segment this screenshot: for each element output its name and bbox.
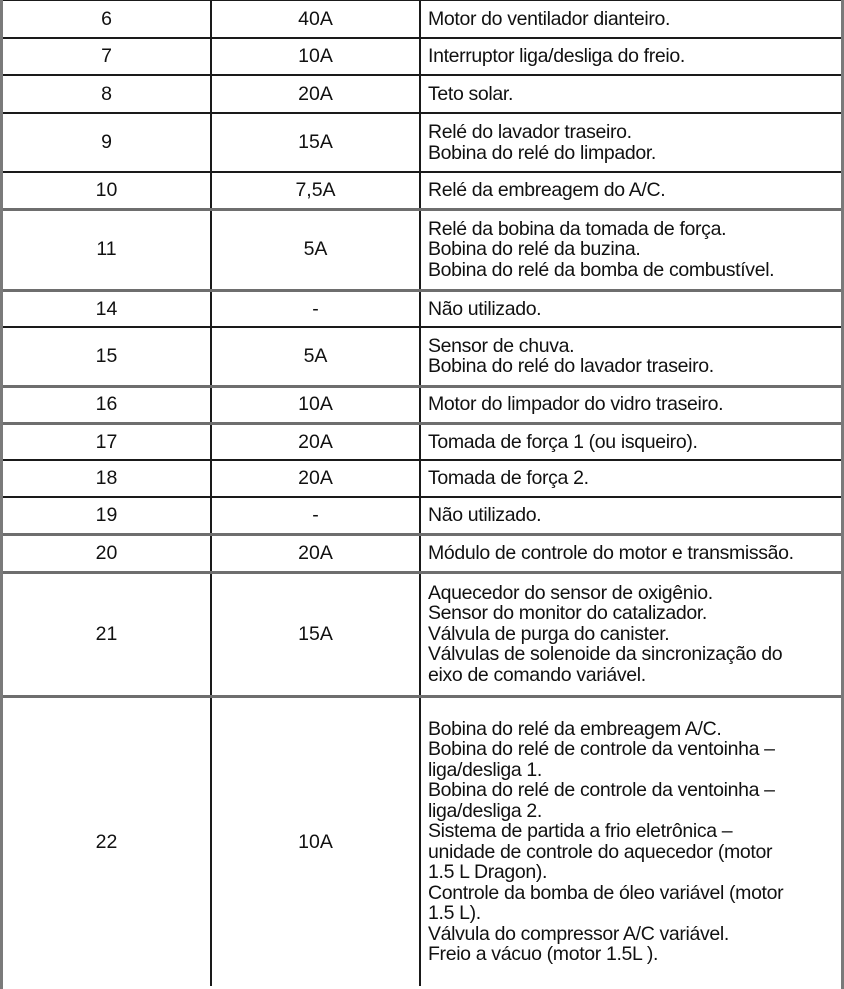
fuse-number-cell: 19: [3, 497, 211, 534]
description-line: Não utilizado.: [428, 297, 542, 320]
fuse-table: [3, 0, 841, 986]
fuse-description-cell: [420, 386, 841, 423]
fuse-description-cell: [420, 38, 841, 75]
fuse-amperage-cell: 40A: [211, 0, 420, 38]
fuse-number-cell: 20: [3, 534, 211, 572]
description-line: 1.5 L).: [428, 902, 481, 925]
description-line: Tomada de força 1 (ou isqueiro).: [428, 430, 698, 453]
description-line: Aquecedor do sensor de oxigênio.: [428, 581, 713, 604]
fuse-amperage-cell: -: [211, 290, 420, 327]
fuse-description-cell: [420, 209, 841, 290]
fuse-amperage-cell: 20A: [211, 423, 420, 460]
fuse-amperage-cell: 10A: [211, 386, 420, 423]
description-line: Bobina do relé de controle da ventoinha –: [428, 738, 775, 761]
fuse-number-cell: 22: [3, 696, 211, 986]
table-row: [3, 386, 841, 423]
description-line: Não utilizado.: [428, 504, 542, 526]
fuse-amperage-cell: 20A: [211, 534, 420, 572]
description-line: Sistema de partida a frio eletrônica –: [428, 820, 733, 843]
fuse-number-cell: 18: [3, 460, 211, 497]
fuse-number-cell: 10: [3, 172, 211, 209]
description-line: Válvula do compressor A/C variável.: [428, 922, 729, 945]
description-line: Válvulas de solenoide da sincronização do: [428, 643, 783, 666]
table-row: [3, 423, 841, 460]
table-row: [3, 0, 841, 38]
fuse-amperage-cell: -: [211, 497, 420, 534]
fuse-description-cell: [420, 290, 841, 327]
fuse-amperage-cell: 10A: [211, 38, 420, 75]
fuse-number-cell: 14: [3, 290, 211, 327]
description-line: 1.5 L Dragon).: [428, 861, 548, 884]
fuse-number-cell: 8: [3, 75, 211, 113]
fuse-number-cell: 15: [3, 327, 211, 386]
table-row: [3, 497, 841, 534]
description-line: Teto solar.: [428, 82, 514, 105]
fuse-number-cell: 9: [3, 113, 211, 172]
table-row: [3, 113, 841, 172]
fuse-amperage-cell: 20A: [211, 75, 420, 113]
description-line: Relé da bobina da tomada de força.: [428, 217, 727, 240]
fuse-description-cell: [420, 75, 841, 113]
fuse-number-cell: 6: [3, 0, 211, 38]
fuse-description-cell: [420, 572, 841, 696]
table-row: [3, 172, 841, 209]
fuse-description-cell: [420, 113, 841, 172]
fuse-description-cell: [420, 497, 841, 534]
table-row: [3, 327, 841, 386]
description-line: Bobina do relé do limpador.: [428, 141, 656, 164]
fuse-description-cell: [420, 696, 841, 986]
fuse-description-cell: [420, 423, 841, 460]
description-line: Interruptor liga/desliga do freio.: [428, 45, 685, 68]
description-line: Tomada de força 2.: [428, 467, 589, 490]
fuse-number-cell: 7: [3, 38, 211, 75]
table-row: [3, 534, 841, 572]
fuse-amperage-cell: 15A: [211, 572, 420, 696]
description-line: Módulo de controle do motor e transmissão.: [428, 541, 794, 564]
fuse-table-body: [3, 0, 841, 986]
description-line: unidade de controle do aquecedor (motor: [428, 840, 773, 863]
fuse-description-cell: [420, 0, 841, 38]
table-row: [3, 290, 841, 327]
table-row: [3, 460, 841, 497]
description-line: eixo de comando variável.: [428, 663, 646, 686]
description-line: liga/desliga 2.: [428, 799, 542, 822]
fuse-number-cell: 16: [3, 386, 211, 423]
table-row: [3, 696, 841, 986]
description-line: Bobina do relé da bomba de combustível.: [428, 258, 775, 281]
fuse-number-cell: 11: [3, 209, 211, 290]
table-row: [3, 75, 841, 113]
fuse-description-cell: [420, 534, 841, 572]
fuse-amperage-cell: 20A: [211, 460, 420, 497]
fuse-description-cell: [420, 327, 841, 386]
fuse-description-cell: [420, 172, 841, 209]
description-line: Controle da bomba de óleo variável (motor: [428, 881, 784, 904]
description-line: Sensor de chuva.: [428, 334, 575, 357]
description-line: Sensor do monitor do catalizador.: [428, 602, 707, 625]
description-line: Bobina do relé da buzina.: [428, 238, 641, 261]
description-line: Válvula de purga do canister.: [428, 622, 670, 645]
table-row: [3, 209, 841, 290]
fuse-number-cell: 17: [3, 423, 211, 460]
description-line: Relé da embreagem do A/C.: [428, 179, 666, 201]
description-line: Relé do lavador traseiro.: [428, 121, 632, 143]
fuse-amperage-cell: 10A: [211, 696, 420, 986]
description-line: liga/desliga 1.: [428, 758, 542, 781]
fuse-amperage-cell: 7,5A: [211, 172, 420, 209]
table-row: [3, 572, 841, 696]
fuse-description-cell: [420, 460, 841, 497]
fuse-amperage-cell: 15A: [211, 113, 420, 172]
fuse-amperage-cell: 5A: [211, 209, 420, 290]
description-line: Motor do ventilador dianteiro.: [428, 7, 671, 30]
description-line: Freio a vácuo (motor 1.5L ).: [428, 943, 659, 966]
table-row: [3, 38, 841, 75]
description-line: Bobina do relé do lavador traseiro.: [428, 355, 714, 378]
description-line: Bobina do relé de controle da ventoinha –: [428, 779, 775, 802]
description-line: Motor do limpador do vidro traseiro.: [428, 393, 724, 416]
description-line: Bobina do relé da embreagem A/C.: [428, 717, 722, 740]
fuse-amperage-cell: 5A: [211, 327, 420, 386]
fuse-number-cell: 21: [3, 572, 211, 696]
